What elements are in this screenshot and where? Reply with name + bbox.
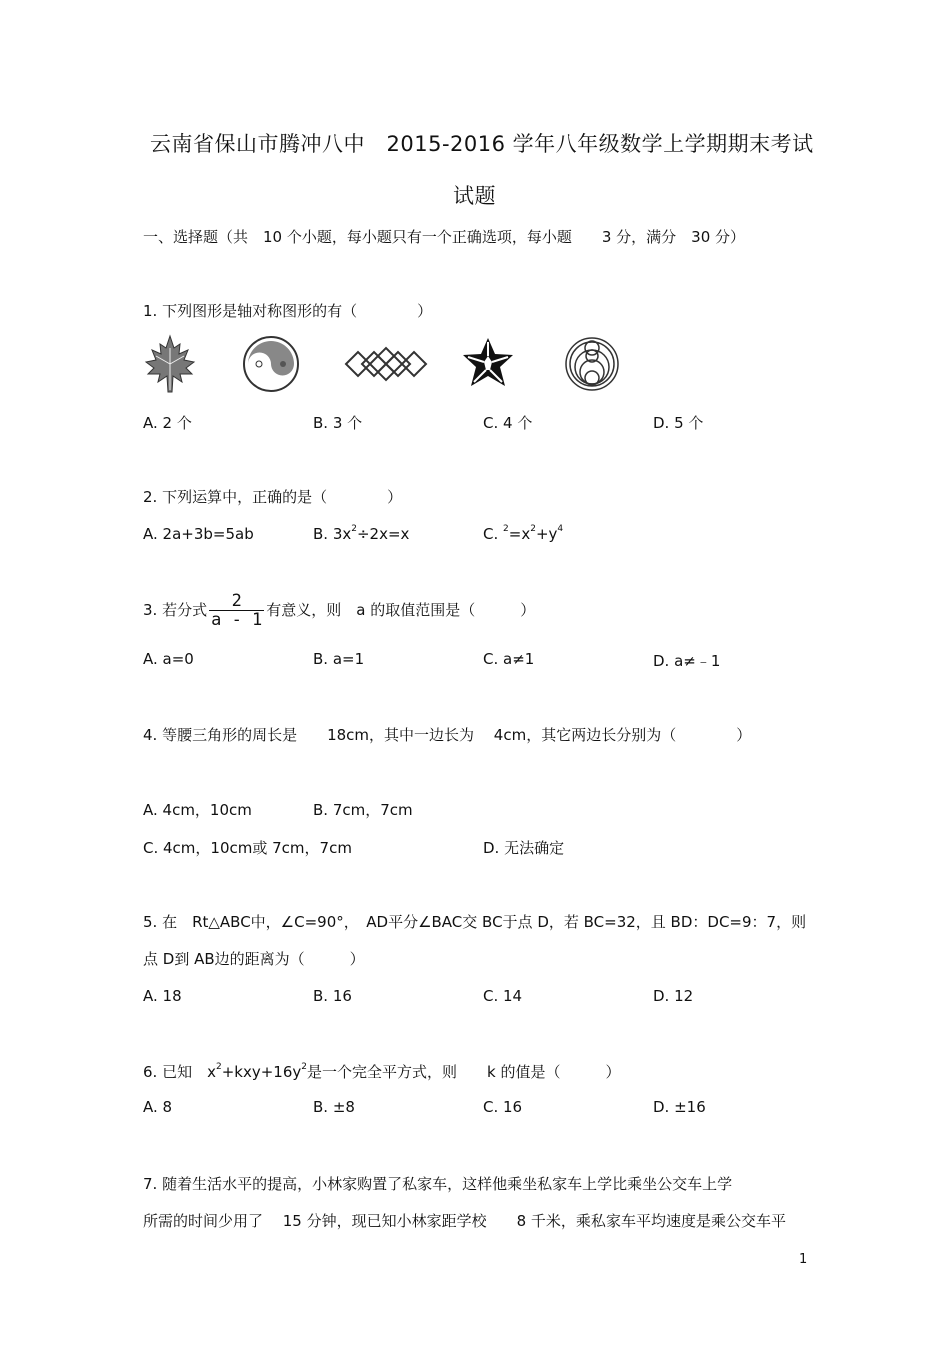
q2-option-c: C. $^2=x^2+y^4$ (483, 524, 564, 543)
q2-option-b: B. $3x^2\div 2x=x$ (313, 524, 410, 543)
fraction: $\frac{2}{a - 1}$ (211, 591, 263, 630)
q5-option-a: A. 18 (143, 987, 182, 1005)
q6-option-a: A. 8 (143, 1098, 173, 1116)
q4-option-b: B. 7cm，7cm (313, 801, 413, 819)
q3-option-a: A. a=0 (143, 650, 194, 668)
q2-option-a: A. 2a+3b=5ab (143, 525, 254, 543)
q6-option-b: B. ±8 (313, 1098, 355, 1116)
question-7-line-1: 7. 随着生活水平的提高，小林家购置了私家车，这样他乘坐私家车上学比乘坐公交车上学 (143, 1175, 733, 1193)
page-number: 1 (799, 1252, 808, 1267)
q5-option-c: C. 14 (483, 987, 523, 1005)
q5-option-d: D. 12 (653, 987, 694, 1005)
question-1-stem: 1. 下列图形是轴对称图形的有（ ） (143, 302, 433, 320)
question-2-stem: 2. 下列运算中，正确的是（ ） (143, 488, 403, 506)
question-7-line-2: 所需的时间少用了 15 分钟，现已知小林家距学校 8 千米，乘私家车平均速度是乘公交车平 (143, 1212, 786, 1230)
chinese-knot-icon (342, 334, 430, 394)
q4-option-d: D. 无法确定 (483, 839, 565, 857)
q6-option-c: C. 16 (483, 1098, 523, 1116)
q1-option-c: C. 4 个 (483, 414, 533, 432)
q3-option-b: B. a=1 (313, 650, 365, 668)
question-5-line-2: 点 D到 AB边的距离为（ ） (143, 950, 365, 968)
section-heading: 一、选择题（共 10 个小题，每小题只有一个正确选项，每小题 3 分，满分 30 分） (143, 228, 746, 246)
q6-option-d: D. ±16 (653, 1098, 706, 1116)
question-6-stem: 6. 已知 $x^2+kxy+16y^2$是一个完全平方式，则 k 的值是（ ） (143, 1062, 621, 1081)
maple-leaf-icon (140, 334, 200, 394)
q3-option-c: C. a≠1 (483, 650, 535, 668)
question-4-stem: 4. 等腰三角形的周长是 18cm，其中一边长为 4cm，其它两边长分别为（ ） (143, 726, 752, 744)
yin-yang-icon (240, 334, 302, 394)
q3-option-d: D. a≠﹣1 (653, 652, 721, 670)
q1-option-d: D. 5 个 (653, 414, 704, 432)
q4-option-a: A. 4cm，10cm (143, 801, 252, 819)
title-line-1: 云南省保山市腾冲八中 2015-2016 学年八年级数学上学期期末考试 (150, 132, 814, 156)
title-line-2: 试题 (453, 184, 496, 208)
q1-option-b: B. 3 个 (313, 414, 363, 432)
nested-circles-icon (562, 334, 622, 394)
q4-option-c: C. 4cm，10cm或 7cm，7cm (143, 839, 352, 857)
q1-option-a: A. 2 个 (143, 414, 192, 432)
q5-option-b: B. 16 (313, 987, 352, 1005)
question-5-line-1: 5. 在 Rt△ABC中，∠C=90°， AD平分∠BAC交 BC于点 D，若 BC=32，且 BD：DC=9：7，则 (143, 913, 807, 931)
five-petal-star-icon (458, 334, 518, 394)
question-3-stem: 3. 若分式 $\frac{2}{a - 1}$ 有意义，则 a 的取值范围是（ ） (143, 591, 536, 630)
